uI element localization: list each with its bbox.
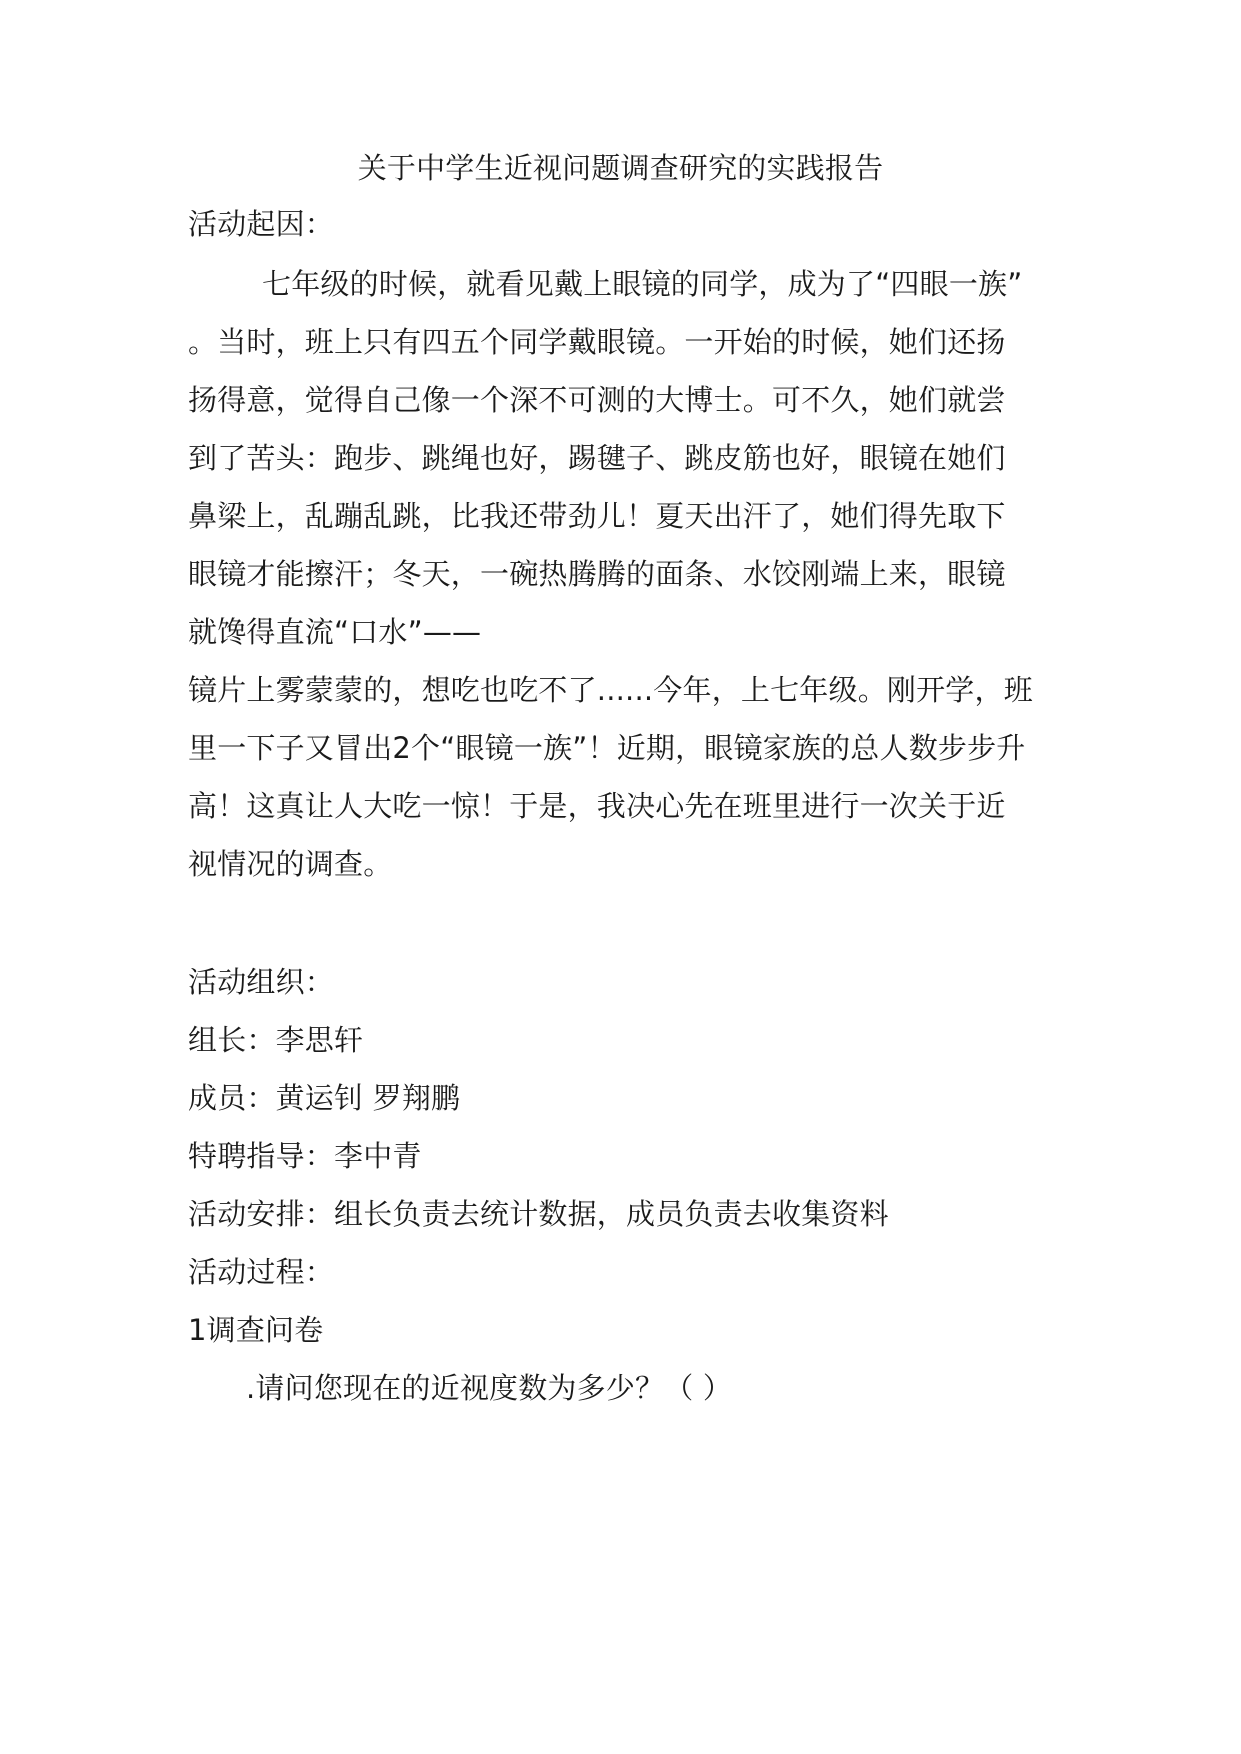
arrangement-line: 活动安排：组长负责去统计数据，成员负责去收集资料 [188,1197,889,1231]
members-line: 成员：黄运钊 罗翔鹏 [188,1081,461,1115]
cause-paragraph-line: 镜片上雾蒙蒙的，想吃也吃不了......今年，上七年级。刚开学，班 [188,673,1033,707]
cause-paragraph-line: 就馋得直流“口水”—— [188,615,482,649]
page-title: 关于中学生近视问题调查研究的实践报告 [357,151,884,185]
questionnaire-heading: 1调查问卷 [188,1313,324,1347]
process-heading: 活动过程： [188,1255,335,1289]
cause-paragraph-line: 七年级的时候，就看见戴上眼镜的同学，成为了“四眼一族” [262,267,1023,301]
cause-paragraph-line: 到了苦头：跑步、跳绳也好，踢毽子、跳皮筋也好，眼镜在她们 [188,441,1006,475]
cause-paragraph-line: 高！这真让人大吃一惊！于是，我决心先在班里进行一次关于近 [188,789,1006,823]
organization-heading: 活动组织： [188,965,335,999]
cause-paragraph-line: 眼镜才能擦汗；冬天，一碗热腾腾的面条、水饺刚端上来，眼镜 [188,557,1006,591]
cause-heading: 活动起因： [188,207,335,241]
question-1: .请问您现在的近视度数为多少？（ ） [246,1371,733,1405]
cause-paragraph-line: 鼻梁上，乱蹦乱跳，比我还带劲儿！夏天出汗了，她们得先取下 [188,499,1006,533]
cause-paragraph-line: 。当时，班上只有四五个同学戴眼镜。一开始的时候，她们还扬 [188,325,1006,359]
leader-line: 组长：李思轩 [188,1023,364,1057]
advisor-line: 特聘指导：李中青 [188,1139,422,1173]
cause-paragraph-line: 视情况的调查。 [188,847,393,881]
cause-paragraph-line: 扬得意，觉得自己像一个深不可测的大博士。可不久，她们就尝 [188,383,1006,417]
cause-paragraph-line: 里一下子又冒出2个“眼镜一族”！近期，眼镜家族的总人数步步升 [188,731,1026,765]
